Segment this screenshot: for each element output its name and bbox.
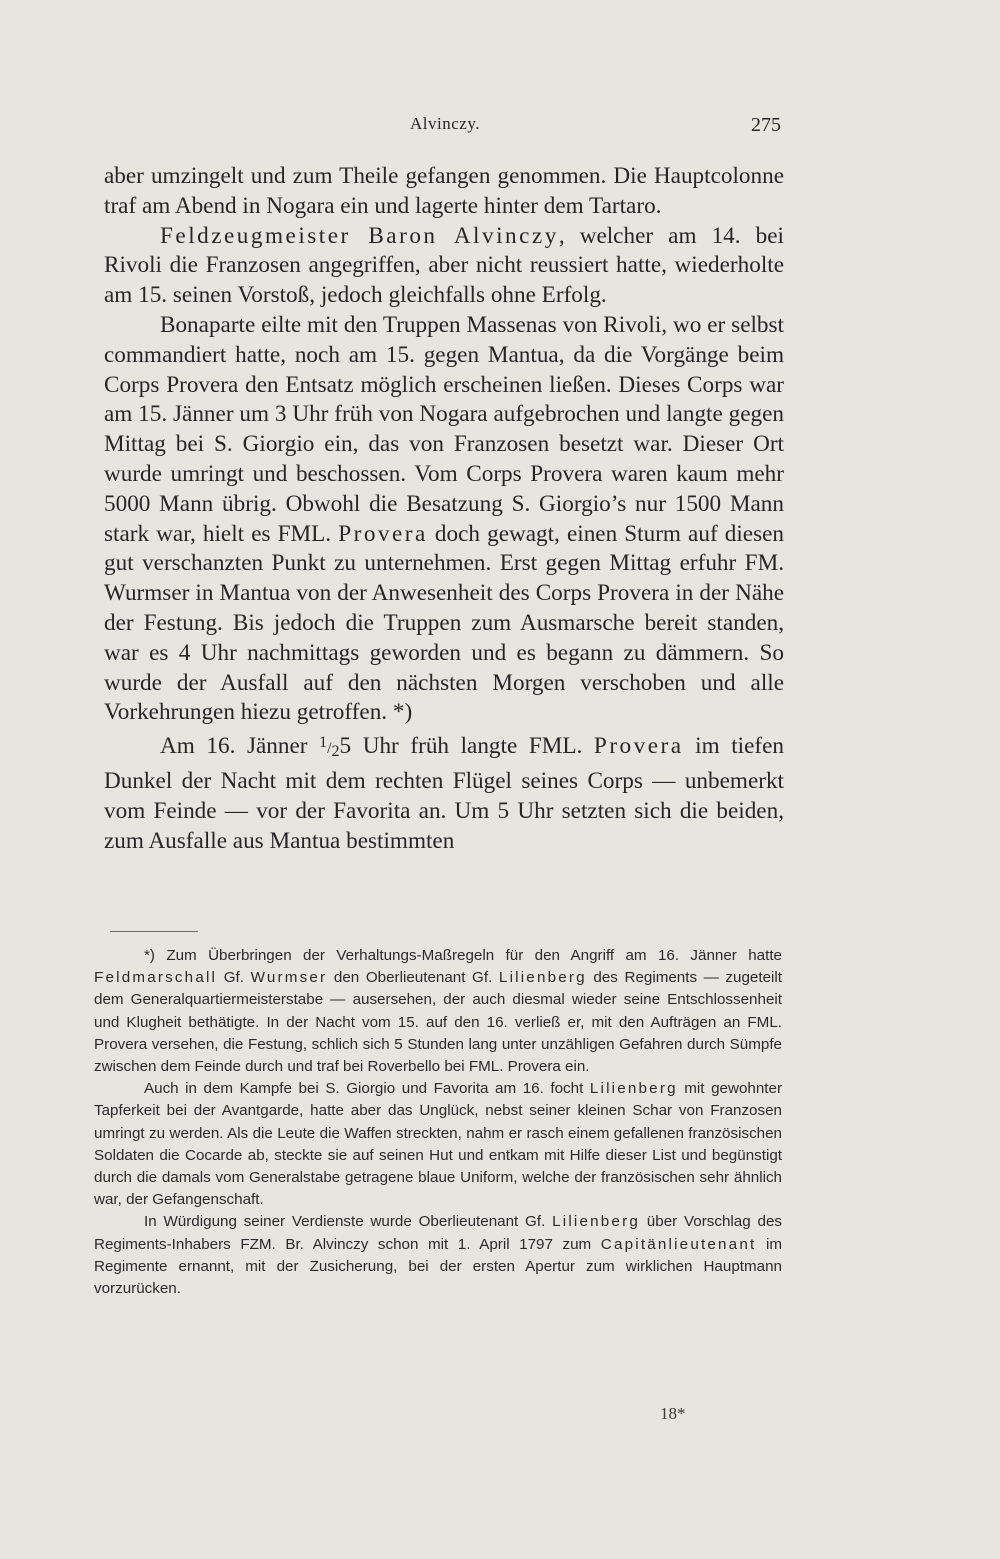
footnote-1-name-3: Lilienberg	[498, 969, 587, 987]
paragraph-4-text-a: Am 16. Jänner	[160, 733, 320, 760]
name-provera: Provera	[338, 520, 428, 547]
name-provera-2: Provera	[593, 733, 684, 760]
page-header	[0, 108, 1000, 148]
paragraph-4-text-c: im tiefen Dunkel der Nacht mit dem rechten Flügel seines Corps — unbemerkt vom Feinde — vor der Favorita an. Um 5 Uhr setzten sich die beiden, zum Ausfalle aus Mantua bestimmten	[104, 733, 784, 854]
footnote-divider	[110, 931, 198, 932]
footnote-1-name-2: Wurmser	[250, 969, 328, 987]
main-text	[104, 162, 784, 856]
footnote-1-text-a: *) Zum Überbringen der Verhaltungs-Maßregeln für den Angriff am 16. Jänner hatte	[144, 947, 782, 964]
paragraph-1	[104, 162, 784, 222]
footnote-3-name-1: Lilienberg	[552, 1213, 640, 1231]
paragraph-3-text-b: doch gewagt, einen Sturm auf diesen gut verschanzten Punkt zu unternehmen. Erst gegen Mittag erfuhr FM. Wurmser in Mantua von der Anwesenheit des Corps Provera in der Nähe der Festung. Bis jedoch die Truppen zum Ausmarsche bereit standen, war es 4 Uhr nachmittags geworden und es begann zu dämmern. So wurde der Ausfall auf den nächsten Morgen verschoben und alle Vorkehrungen hiezu getroffen. *)	[104, 520, 784, 726]
footnote-2-text-b: mit gewohnter Tapferkeit bei der Avantgarde, hatte aber das Unglück, nebst seiner kleinen Schar von Franzosen umringt zu werden. Als die Leute die Waffen streckten, nahm er rasch einem gefallenen französischen Soldaten die Cocarde ab, steckte sie auf seinen Hut und entkam mit Hilfe dieser List und begünstigt durch die damals vom Generalstabe getragene blaue Uniform, welche der französischen sehr ähnlich war, der Gefangenschaft.	[94, 1080, 783, 1209]
footnote-1-name-1: Feldmarschall	[94, 969, 218, 987]
footnote-2-text-a: Auch in dem Kampfe bei S. Giorgio und Favorita am 16. focht	[144, 1080, 590, 1098]
fraction-denominator: 2	[331, 743, 340, 761]
footnote-1	[94, 945, 782, 1078]
printer-signature: 18*	[660, 1404, 686, 1423]
footnote-2	[94, 1078, 782, 1211]
fraction-slash: /	[327, 740, 332, 758]
footnote-1-text-d: des Regiments — zugeteilt dem Generalquartiermeisterstabe — ausersehen, der auch diesmal wieder seine Entschlossenheit und Klugheit bethätigte. In der Nacht vom 15. auf den 16. verließ er, mit den Aufträgen an FML. Provera versehen, die Festung, schlich sich 5 Stunden lang unter unzähligen Gefahren durch Sümpfe zwischen dem Feinde durch und traf bei Roverbello bei FML. Provera ein.	[94, 969, 783, 1076]
fraction-half	[319, 734, 340, 761]
paragraph-4	[104, 728, 784, 856]
footnote-2-name-1: Lilienberg	[589, 1080, 678, 1098]
footnote-1-text-c: den Oberlieutenant Gf.	[327, 969, 499, 987]
running-title: Alvinczy.	[410, 114, 480, 133]
name-alvinczy: Feldzeugmeister Baron Alvinczy	[160, 222, 559, 249]
footnote-3-text-b: über Vorschlag des Regiments-Inhabers FZM. Br. Alvinczy schon mit 1. April 1797 zum	[94, 1213, 782, 1253]
footnote-3-name-2: Capitänlieutenant	[600, 1235, 757, 1253]
paragraph-3-text-a: Bonaparte eilte mit den Truppen Massenas von Rivoli, wo er selbst commandiert hatte, noch am 15. gegen Mantua, da die Vorgänge beim Corps Provera den Entsatz möglich erscheinen ließen. Dieses Corps war am 15. Jänner um 3 Uhr früh von Nogara aufgebrochen und langte gegen Mittag bei S. Giorgio ein, das von Franzosen besetzt war. Dieser Ort wurde umringt und beschossen. Vom Corps Provera waren kaum mehr 5000 Mann übrig. Obwohl die Besatzung S. Giorgio’s nur 1500 Mann stark war, hielt es FML.	[104, 311, 784, 547]
footnote-3-text-c: im Regimente ernannt, mit der Zusicherung, bei der ersten Apertur zum wirklichen Hauptmann vorzurücken.	[94, 1235, 783, 1298]
fraction-numerator: 1	[319, 734, 328, 752]
paragraph-4-text-b: 5 Uhr früh langte FML.	[339, 733, 594, 760]
page-number: 275	[751, 114, 781, 136]
paragraph-1-text: aber umzingelt und zum Theile gefangen genommen. Die Hauptcolonne traf am Abend in Nogara ein und lagerte hinter dem Tartaro.	[104, 163, 784, 219]
footnote-3-text-a: In Würdigung seiner Verdienste wurde Oberlieutenant Gf.	[144, 1213, 553, 1231]
paragraph-2-text: , welcher am 14. bei Rivoli die Franzosen angegriffen, aber nicht reussiert hatte, wiederholte am 15. seinen Vorstoß, jedoch gleichfalls ohne Erfolg.	[104, 222, 784, 309]
footnotes	[94, 945, 782, 1300]
paragraph-3	[104, 311, 784, 728]
footnote-3	[94, 1211, 782, 1300]
footnote-1-text-b: Gf.	[217, 969, 251, 987]
paragraph-2	[104, 222, 784, 311]
